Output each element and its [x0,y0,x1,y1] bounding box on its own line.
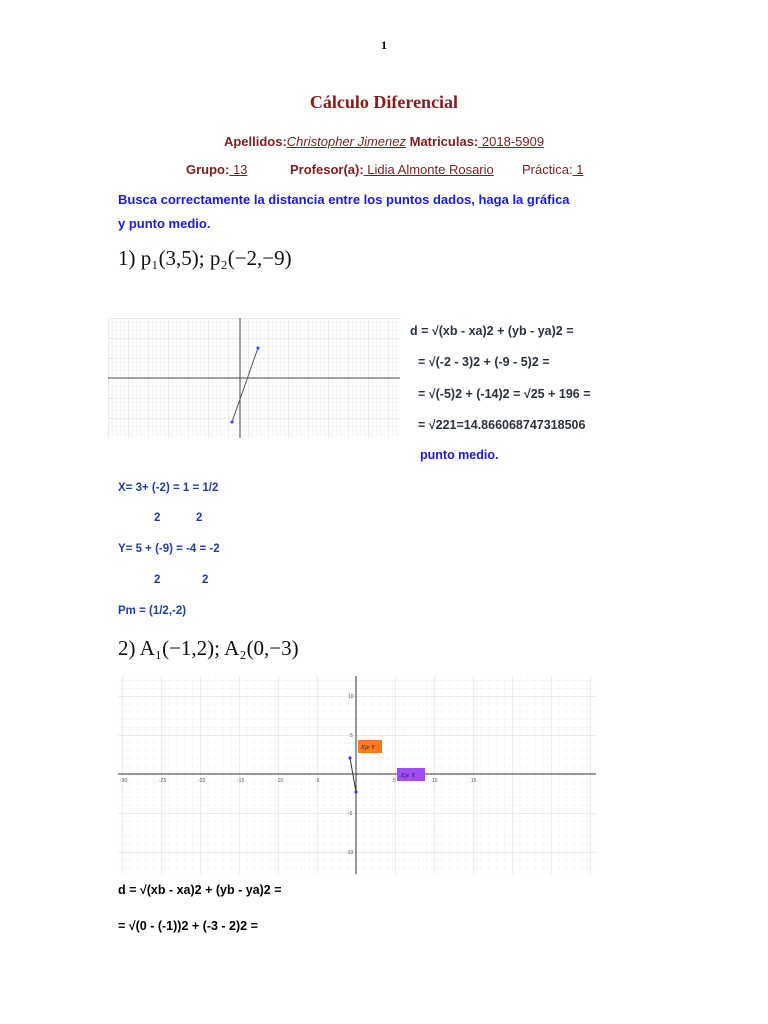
problem2-statement: 2) A₁(−1,2); A₂(0,−3) [118,636,299,660]
problem1-distance-line-3: = √(-5)2 + (-14)2 = √25 + 196 = [418,387,591,401]
grupo-label: Grupo: [186,162,230,177]
y-tick-label: -10 [346,850,354,856]
problem2-point-a1 [348,756,351,759]
problem2-point-a2 [354,790,357,793]
grupo-value: 13 [229,162,248,177]
eje-y-label: Eje Y [361,744,375,751]
header-practica [522,162,583,177]
problem1-y-line: Y= 5 + (-9) = -4 = -2 [118,543,220,555]
problem1-y-den-2: 2 [202,574,209,586]
problem2-grid [118,676,596,874]
problem1-point-p2 [231,421,234,424]
profesor-value: Lidia Almonte Rosario [363,162,494,177]
problem2-distance-line-2: = √(0 - (-1))2 + (-3 - 2)2 = [118,919,258,933]
problem1-x-line: X= 3+ (-2) = 1 = 1/2 [118,482,219,494]
x-tick-label: 5 [393,778,396,784]
y-tick-label: -5 [348,811,353,817]
apellidos-value: Christopher Jimenez [286,134,406,149]
x-tick-label: 10 [432,778,438,784]
problem1-distance-line-1: d = √(xb - xa)2 + (yb - ya)2 = [410,324,574,338]
problem1-y-den-1: 2 [154,574,161,586]
practica-value: 1 [572,162,584,177]
practica-label: Práctica: [522,162,573,177]
x-tick-label: -20 [198,778,206,784]
instruction-text: Busca correctamente la distancia entre los puntos dados, haga la gráfica y punto medio. [118,192,570,231]
apellidos-label: Apellidos: [223,134,287,149]
problem1-point-p1 [257,347,260,350]
page-number: 1 [381,38,387,52]
problem1-graph [108,318,400,438]
profesor-label: Profesor(a): [290,162,364,177]
problem1-midpoint-result: Pm = (1/2,-2) [118,605,187,617]
y-tick-label: 10 [348,694,354,700]
header-profesor [290,162,494,177]
header-names-line [0,134,768,149]
problem1-x-den-1: 2 [154,512,161,524]
x-tick-label: 15 [471,778,477,784]
x-tick-label: -25 [159,778,167,784]
document-title: Cálculo Diferencial [309,92,459,112]
problem2-distance-line-1: d = √(xb - xa)2 + (yb - ya)2 = [118,883,282,897]
problem1-x-den-2: 2 [196,512,203,524]
y-tick-label: 5 [350,733,353,739]
matriculas-value: 2018-5909 [478,134,545,149]
problem1-statement: 1) p₁(3,5); p₂(−2,−9) [118,246,292,270]
x-tick-label: -15 [237,778,245,784]
matriculas-label: Matriculas: [409,134,479,149]
eje-x-label: Eje X [401,772,416,779]
problem1-distance-line-2: = √(-2 - 3)2 + (-9 - 5)2 = [418,355,550,369]
problem2-graph [118,676,596,874]
x-tick-label: -10 [276,778,284,784]
problem1-midpoint-label: punto medio. [420,448,499,462]
x-tick-label: -30 [120,778,128,784]
x-tick-label: -5 [315,778,320,784]
problem1-distance-line-4: = √221=14.866068747318506 [418,418,586,432]
header-grupo [186,162,247,177]
